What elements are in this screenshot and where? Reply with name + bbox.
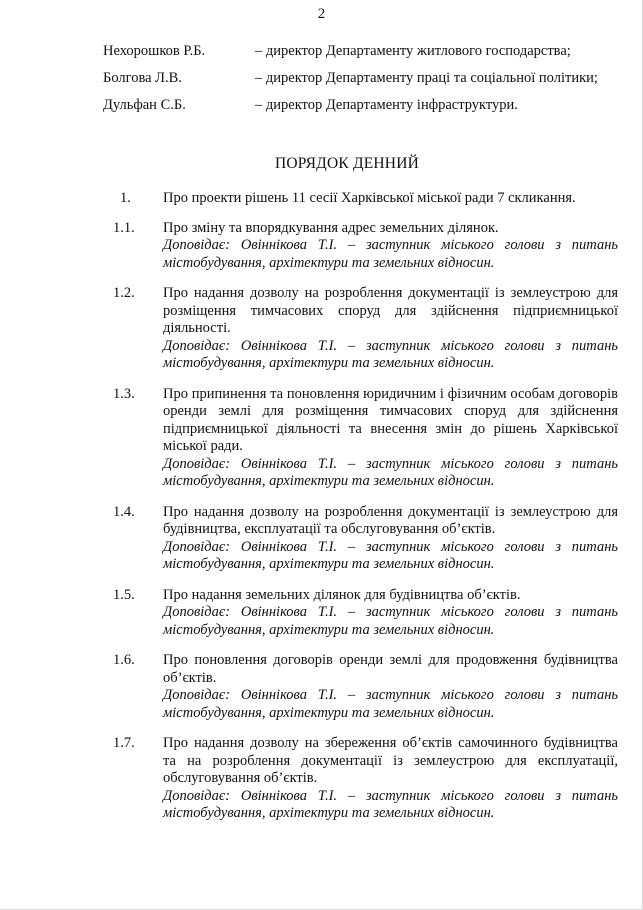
agenda-item-speaker: Доповідає: Овіннікова Т.І. – заступник міського голови з питань містобудування, архітектури та земельних відносин. <box>163 787 618 821</box>
attendee-row <box>103 40 638 67</box>
agenda-item-title: Про зміну та впорядкування адрес земельних ділянок. <box>163 219 499 236</box>
attendee-name: Дульфан С.Б. <box>103 97 186 113</box>
agenda-item-body <box>163 190 618 208</box>
agenda-item-speaker: Доповідає: Овіннікова Т.І. – заступник міського голови з питань містобудування, архітектури та земельних відносин. <box>163 604 618 638</box>
agenda-item-speaker: Доповідає: Овіннікова Т.І. – заступник міського голови з питань містобудування, архітектури та земельних відносин. <box>163 237 618 271</box>
attendee-name: Нехорошков Р.Б. <box>103 43 206 59</box>
agenda-item-body <box>163 386 618 491</box>
agenda-item <box>110 285 618 373</box>
agenda-item-number: 1.4. <box>113 503 135 520</box>
attendee-row <box>103 67 638 94</box>
agenda-item-body <box>163 587 618 640</box>
page-number: 2 <box>317 6 326 22</box>
agenda-item-speaker: Доповідає: Овіннікова Т.І. – заступник міського голови з питань містобудування, архітектури та земельних відносин. <box>163 538 618 572</box>
agenda-item-body <box>163 285 618 373</box>
agenda-item-title: Про надання дозволу на збереження об’єктів самочинного будівництва та на розроблення документації із землеустрою для експлуатації, обслуговування об’єктів. <box>163 735 618 786</box>
agenda-item-body <box>163 652 618 722</box>
attendee-role: – директор Департаменту праці та соціальної політики; <box>255 70 598 86</box>
agenda-item-title: Про припинення та поновлення юридичним і фізичним особам договорів оренди землі для розміщення тимчасових споруд для здійснення підприємницької діяльності та внесення змін до рішень Харківської міської ради. <box>163 385 618 454</box>
agenda-item-title: Про поновлення договорів оренди землі для продовження будівництва об’єктів. <box>163 652 618 686</box>
agenda-item-title: Про надання земельних ділянок для будівництва об’єктів. <box>163 586 521 603</box>
agenda-item <box>110 652 618 722</box>
agenda-item-title: Про надання дозволу на розроблення документації із землеустрою для розміщення тимчасових споруд для здійснення підприємницької діяльності. <box>163 285 618 336</box>
agenda-item-number: 1.5. <box>113 586 135 603</box>
attendee-role: – директор Департаменту житлового господарства; <box>255 43 571 59</box>
agenda-item-speaker: Доповідає: Овіннікова Т.І. – заступник міського голови з питань містобудування, архітектури та земельних відносин. <box>163 337 618 371</box>
agenda-item <box>110 220 618 273</box>
agenda-item <box>110 735 618 823</box>
agenda-item <box>110 386 618 491</box>
agenda-item-title: Про надання дозволу на розроблення документації із землеустрою для будівництва, експлуатації та обслуговування об’єктів. <box>163 503 618 537</box>
agenda-item-number: 1. <box>120 190 131 206</box>
agenda-list <box>110 190 618 836</box>
agenda-item-body <box>163 220 618 273</box>
agenda-item <box>110 587 618 640</box>
attendee-role: – директор Департаменту інфраструктури. <box>255 97 518 113</box>
agenda-item <box>110 190 618 208</box>
agenda-item-number: 1.3. <box>113 385 135 402</box>
agenda-item <box>110 504 618 574</box>
agenda-item-body <box>163 735 618 823</box>
attendee-row <box>103 94 638 121</box>
attendee-name: Болгова Л.В. <box>103 70 182 86</box>
agenda-item-number: 1.2. <box>113 285 135 301</box>
agenda-title: ПОРЯДОК ДЕННИЙ <box>275 155 419 172</box>
agenda-item-speaker: Доповідає: Овіннікова Т.І. – заступник міського голови з питань містобудування, архітектури та земельних відносин. <box>163 455 618 489</box>
agenda-item-number: 1.6. <box>113 652 135 668</box>
agenda-item-number: 1.7. <box>113 735 135 751</box>
agenda-item-speaker: Доповідає: Овіннікова Т.І. – заступник міського голови з питань містобудування, архітектури та земельних відносин. <box>163 687 618 721</box>
agenda-item-title: Про проекти рішень 11 сесії Харківської міської ради 7 скликання. <box>163 190 576 206</box>
agenda-item-number: 1.1. <box>113 219 135 236</box>
agenda-item-body <box>163 504 618 574</box>
attendee-list <box>103 40 638 121</box>
